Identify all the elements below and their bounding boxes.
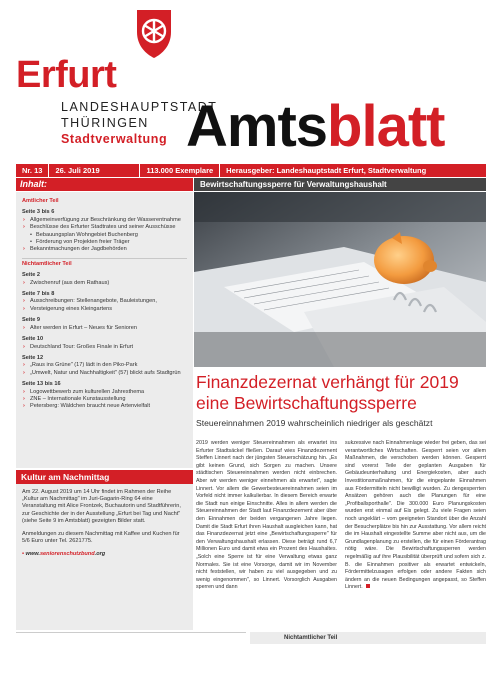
article-column-2 [345,440,486,628]
issue-copies: 113.000 Exemplare [146,166,214,175]
article-headline: Finanzdezernat verhängt für 2019 eine Bewirtschaftungssperre [196,372,459,413]
toc-section-official: Amtlicher Teil [22,198,59,204]
article-column-1: 2019 werden weniger Steuereinnahmen als erwartet ins Erfurter Stadtsäckel fließen. Darauf wies Finanzdezernent Steffen Linnert nach der jüngsten Steuerschätzung hin. „Es gibt keinen Grund, sich Sorgen zu machen. Unsere städtischen Steuereinnahmen werden nicht einbrechen. Aber wir werden weniger einnehmen als erwartet", sagte Linnert. Vor allem die Gewerbesteuereinnahmen seien im Vorfeld nicht immer kalkulierbar. In diesem Bereich erwarte die Stadt nun einige Einschnitte. Alles in allem werden die Steuereinnahmen der Stadt laut Finanzdezernent aber über den Einnahmen der beiden vergangenen Jahre liegen. Damit die Stadt Erfurt ihren Haushalt ausgleichen kann, hat das Finanzdezernat jetzt eine „Bewirtschaftungssperre" für den Verwaltungshaushalt erlassen. Diese beträgt rund 6,7 Millionen Euro und damit etwa ein Prozent des Haushaltes. „Solch eine Sperre ist für eine Verwaltung etwas ganz Normales. Sie ist eine Vorsorge, damit wir im November nicht feststellen, wir haben zu viel ausgegeben und zu wenig eingenommen", so Linnert. Vorsorglich Ausgaben sperren und dann [196,440,337,591]
end-mark-icon [366,584,370,588]
toc-item[interactable]: › Logowettbewerb zum kulturellen Jahresthema [22,389,187,396]
toc-item[interactable]: › Petersberg: Wäldchen braucht neue Artenvielfalt [22,403,187,410]
issue-publisher: Herausgeber: Landeshauptstadt Erfurt, Stadtverwaltung [226,166,427,175]
article-column-2-text: sukzessive nach Einnahmenlage wieder frei geben, das sei verantwortliches Wirtschaften. Gesperrt seien vor allem Maßnahmen, die verschoben werden können. Gesperrt sind vorerst Teile der geplanten Ausgaben für Gebäudeunterhaltung und Energiekosten, aber auch Investitionsmaßnahmen, für die eingeplante Einnahmen aus Fördermitteln nicht bewilligt wurden. Zu dengesperrten Ansätzen gehören auch die Planungen für eine „Profiballsporthalle". Die 300.000 Euro Planungskosten wurden erst einmal auf Eis gelegt. Zu viele Fragen seien noch ungeklärt – vom geeigneten Standort über die Anzahl der Besucherplätze bis hin zur Ausstattung. Vor allem reicht die im Haushalt eingestellte Summe aber nicht aus, um die Grundlagenplanung zu erstellen, die für einen Förderantrag nötig wäre. Die Bewirtschaftungssperren werden regelmäßig auf ihre Plausibilität überprüft und sofern sich z. B. die Einnahmen positiver als erwartet entwickeln, Fördermittelzusagen erfolgen oder andere Fakten sich ändern an die neuen Bedingungen angepasst, so Steffen Linnert. [345,440,486,591]
footer-rule [16,632,246,633]
toc-section-unofficial: Nichtamtlicher Teil [22,260,72,267]
issue-info-bar [16,164,486,177]
header-line-3: Stadtverwaltung [61,132,168,146]
table-of-contents [16,192,193,468]
masthead-title [186,94,445,159]
toc-item[interactable]: › Deutschland Tour: Großes Finale in Erfurt [22,344,187,351]
toc-item[interactable]: › Alter werden in Erfurt – Neues für Senioren [22,325,187,332]
culture-box-title: Kultur am Nachmittag [16,470,193,484]
toc-item[interactable]: › „Umwelt, Natur und Nachhaltigkeit" (57) blickt aufs Stadtgrün [22,370,187,377]
toc-page-ref: Seite 13 bis 16 [22,381,61,388]
article-photo [194,192,486,367]
culture-box [16,484,193,630]
article-kicker: Bewirtschaftungssperre für Verwaltungshaushalt [194,178,486,191]
toc-page-ref: Seite 12 [22,354,44,361]
city-name: Erfurt [16,54,117,96]
toc-item[interactable]: › Versteigerung eines Kleingartens [22,306,187,313]
footer-section-label: Nichtamtlicher Teil [250,632,486,644]
toc-item[interactable]: › Beschlüsse des Erfurter Stadtrates und seiner Ausschüsse [22,224,187,231]
issue-date: 26. Juli 2019 [55,166,100,175]
toc-item[interactable]: › ZNE – Internationale Kunstausstellung [22,396,187,403]
culture-website-link[interactable]: • www.seniorenschutzbund.org [22,551,106,558]
contents-header: Inhalt: [16,178,193,191]
culture-text: Am 22. August 2019 um 14 Uhr findet im Rahmen der Reihe „Kultur am Nachmittag" im Juri-Gagarin-Ring 64 eine Veranstaltung mit Alice Frontzek, Buchautorin und Stadtführerin, zur Geschichte der in der Ausstellung „Erfurt bei Tag und Nacht" (siehe Seite 9 im Amtsblatt) gezeigten Bilder statt. [22,489,181,524]
toc-page-ref: Seite 3 bis 6 [22,209,55,216]
toc-page-ref: Seite 10 [22,336,44,343]
toc-page-ref: Seite 7 bis 8 [22,291,55,298]
toc-page-ref: Seite 2 [22,272,41,279]
toc-subitem[interactable]: • Förderung von Projekten freier Träger [22,239,187,246]
masthead-title-b: blatt [327,94,445,159]
toc-item[interactable]: › Zwischenruf (aus dem Rathaus) [22,280,187,287]
toc-item[interactable]: › „Raus ins Grüne" (17) lädt in den Piko-Park [22,362,187,369]
header-line-2: THÜRINGEN [61,116,149,130]
toc-item[interactable]: › Bekanntmachungen der Jagdbehörden [22,246,187,253]
toc-item[interactable]: › Ausschreibungen: Stellenangebote, Bauleistungen, [22,298,187,305]
toc-subitem[interactable]: • Bebauungsplan Wohngebiet Buchenberg [22,232,187,239]
toc-item[interactable]: › Allgemeinverfügung zur Beschränkung der Wasserentnahme [22,217,187,224]
city-seal-logo [135,8,173,60]
issue-number: Nr. 13 [22,166,43,175]
article-subheadline: Steuereinnahmen 2019 wahrscheinlich niedriger als geschätzt [196,418,433,428]
culture-text: Anmeldungen zu diesem Nachmittag mit Kaffee und Kuchen für 5/6 Euro unter Tel. 2621775. [22,531,180,545]
header-line-1: LANDESHAUPTSTADT [61,100,218,114]
masthead-title-a: Amts [186,94,328,159]
toc-page-ref: Seite 9 [22,317,41,324]
